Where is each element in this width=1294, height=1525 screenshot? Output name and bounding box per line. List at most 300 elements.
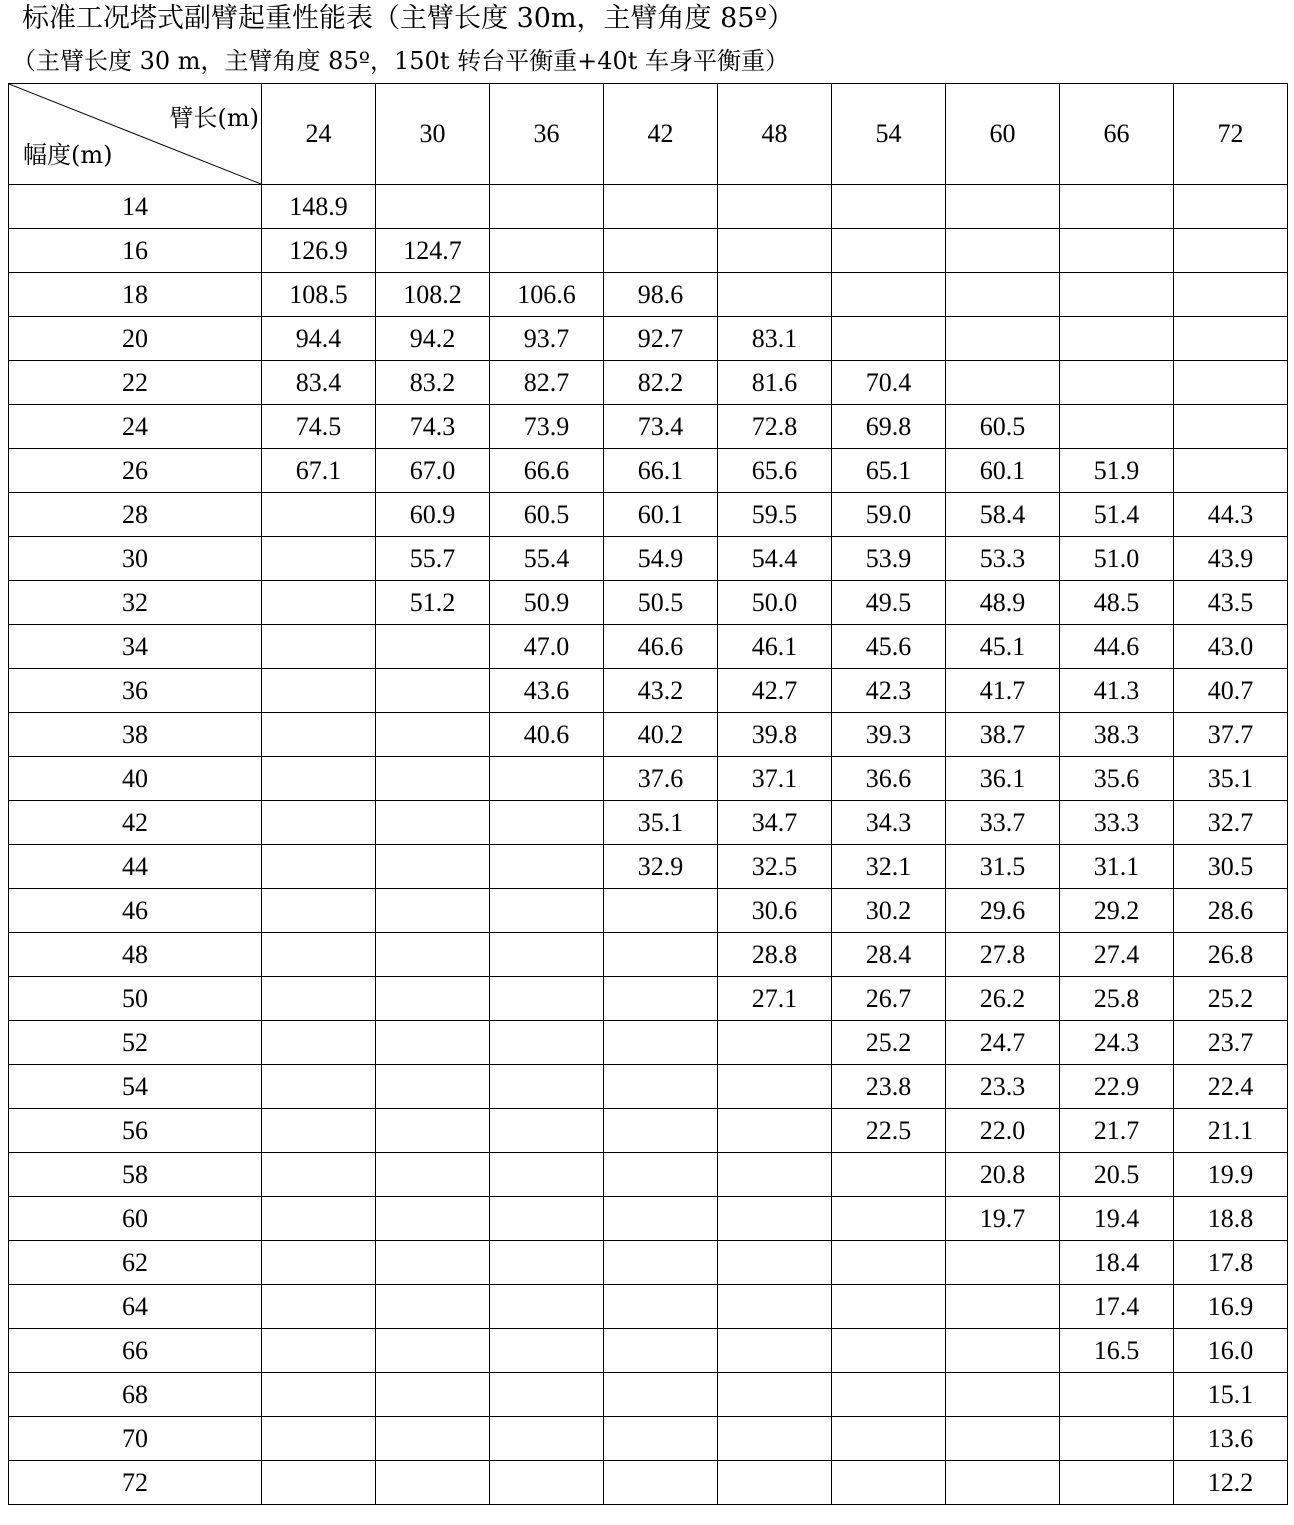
capacity-cell: 31.1	[1060, 845, 1174, 889]
capacity-cell: 13.6	[1174, 1417, 1288, 1461]
capacity-cell: 83.4	[262, 361, 376, 405]
capacity-cell: 72.8	[718, 405, 832, 449]
radius-cell: 20	[9, 317, 262, 361]
radius-cell: 18	[9, 273, 262, 317]
radius-cell: 28	[9, 493, 262, 537]
capacity-cell: 26.7	[832, 977, 946, 1021]
capacity-cell	[718, 229, 832, 273]
capacity-cell: 65.1	[832, 449, 946, 493]
radius-cell: 58	[9, 1153, 262, 1197]
capacity-cell: 32.9	[604, 845, 718, 889]
capacity-cell	[262, 1197, 376, 1241]
capacity-cell: 73.9	[490, 405, 604, 449]
boom-length-header: 30	[376, 84, 490, 185]
capacity-cell: 22.4	[1174, 1065, 1288, 1109]
capacity-cell	[604, 1153, 718, 1197]
capacity-cell	[490, 1373, 604, 1417]
boom-length-header: 36	[490, 84, 604, 185]
capacity-cell: 38.3	[1060, 713, 1174, 757]
capacity-cell: 54.4	[718, 537, 832, 581]
capacity-cell	[262, 1109, 376, 1153]
table-row	[9, 625, 1288, 669]
capacity-cell: 82.2	[604, 361, 718, 405]
boom-length-header: 24	[262, 84, 376, 185]
capacity-cell	[946, 1241, 1060, 1285]
capacity-cell: 18.8	[1174, 1197, 1288, 1241]
capacity-cell	[376, 757, 490, 801]
capacity-cell	[1174, 449, 1288, 493]
capacity-cell	[376, 933, 490, 977]
capacity-cell	[604, 1065, 718, 1109]
capacity-cell	[832, 229, 946, 273]
capacity-cell: 28.8	[718, 933, 832, 977]
capacity-cell: 66.1	[604, 449, 718, 493]
capacity-cell	[604, 889, 718, 933]
capacity-cell: 41.7	[946, 669, 1060, 713]
capacity-cell: 32.5	[718, 845, 832, 889]
capacity-cell	[490, 1417, 604, 1461]
capacity-cell	[262, 581, 376, 625]
capacity-cell	[1174, 405, 1288, 449]
capacity-cell	[262, 1153, 376, 1197]
capacity-cell: 25.2	[1174, 977, 1288, 1021]
capacity-cell	[490, 1197, 604, 1241]
capacity-cell	[1174, 361, 1288, 405]
capacity-cell: 83.1	[718, 317, 832, 361]
capacity-cell: 26.8	[1174, 933, 1288, 977]
table-row	[9, 493, 1288, 537]
capacity-cell: 60.1	[946, 449, 1060, 493]
capacity-cell	[262, 713, 376, 757]
capacity-cell	[490, 1109, 604, 1153]
table-row	[9, 845, 1288, 889]
capacity-cell: 45.1	[946, 625, 1060, 669]
capacity-cell: 45.6	[832, 625, 946, 669]
table-row	[9, 405, 1288, 449]
capacity-cell	[490, 1461, 604, 1505]
capacity-cell	[718, 1153, 832, 1197]
capacity-cell: 94.4	[262, 317, 376, 361]
capacity-cell: 60.9	[376, 493, 490, 537]
capacity-cell: 51.2	[376, 581, 490, 625]
capacity-cell	[604, 1021, 718, 1065]
table-row	[9, 1417, 1288, 1461]
capacity-cell	[832, 1329, 946, 1373]
boom-length-label: 臂长(m)	[169, 104, 259, 132]
capacity-cell	[1060, 317, 1174, 361]
capacity-cell	[832, 1197, 946, 1241]
capacity-cell	[376, 1285, 490, 1329]
radius-cell: 48	[9, 933, 262, 977]
capacity-cell: 22.5	[832, 1109, 946, 1153]
capacity-cell	[718, 1285, 832, 1329]
capacity-cell: 29.6	[946, 889, 1060, 933]
capacity-cell	[376, 1241, 490, 1285]
capacity-cell: 35.6	[1060, 757, 1174, 801]
radius-cell: 60	[9, 1197, 262, 1241]
table-row	[9, 977, 1288, 1021]
capacity-cell	[718, 273, 832, 317]
capacity-cell	[262, 1373, 376, 1417]
capacity-cell	[604, 1329, 718, 1373]
radius-cell: 22	[9, 361, 262, 405]
capacity-cell: 16.9	[1174, 1285, 1288, 1329]
capacity-cell	[262, 1285, 376, 1329]
capacity-cell	[832, 1153, 946, 1197]
capacity-cell	[946, 229, 1060, 273]
capacity-cell	[262, 1065, 376, 1109]
capacity-cell	[376, 1021, 490, 1065]
capacity-cell	[718, 1065, 832, 1109]
table-row	[9, 537, 1288, 581]
load-chart-table	[8, 83, 1288, 1505]
capacity-cell: 21.1	[1174, 1109, 1288, 1153]
capacity-cell	[718, 1461, 832, 1505]
capacity-cell: 82.7	[490, 361, 604, 405]
capacity-cell	[718, 185, 832, 229]
radius-cell: 16	[9, 229, 262, 273]
capacity-cell	[376, 845, 490, 889]
capacity-cell	[832, 1417, 946, 1461]
radius-cell: 24	[9, 405, 262, 449]
capacity-cell: 31.5	[946, 845, 1060, 889]
capacity-cell: 42.3	[832, 669, 946, 713]
capacity-cell	[1060, 185, 1174, 229]
capacity-cell: 21.7	[1060, 1109, 1174, 1153]
capacity-cell: 28.6	[1174, 889, 1288, 933]
capacity-cell: 35.1	[1174, 757, 1288, 801]
table-row	[9, 229, 1288, 273]
capacity-cell: 12.2	[1174, 1461, 1288, 1505]
radius-cell: 70	[9, 1417, 262, 1461]
capacity-cell	[490, 933, 604, 977]
table-row	[9, 1285, 1288, 1329]
table-row	[9, 757, 1288, 801]
capacity-cell: 35.1	[604, 801, 718, 845]
table-row	[9, 1461, 1288, 1505]
table-row	[9, 185, 1288, 229]
capacity-cell	[376, 185, 490, 229]
capacity-cell	[490, 1021, 604, 1065]
capacity-cell	[832, 1241, 946, 1285]
capacity-cell: 26.2	[946, 977, 1060, 1021]
capacity-cell	[376, 713, 490, 757]
capacity-cell: 39.3	[832, 713, 946, 757]
capacity-cell: 51.9	[1060, 449, 1174, 493]
capacity-cell: 17.8	[1174, 1241, 1288, 1285]
table-row	[9, 1065, 1288, 1109]
capacity-cell: 47.0	[490, 625, 604, 669]
capacity-cell	[1060, 1373, 1174, 1417]
capacity-cell: 33.7	[946, 801, 1060, 845]
capacity-cell: 92.7	[604, 317, 718, 361]
radius-cell: 64	[9, 1285, 262, 1329]
capacity-cell	[262, 801, 376, 845]
capacity-cell: 28.4	[832, 933, 946, 977]
capacity-cell: 55.7	[376, 537, 490, 581]
capacity-cell	[946, 1373, 1060, 1417]
capacity-cell	[1060, 229, 1174, 273]
capacity-cell: 30.5	[1174, 845, 1288, 889]
capacity-cell	[718, 1241, 832, 1285]
capacity-cell: 27.1	[718, 977, 832, 1021]
capacity-cell: 23.3	[946, 1065, 1060, 1109]
capacity-cell: 74.3	[376, 405, 490, 449]
capacity-cell	[376, 1109, 490, 1153]
capacity-cell: 81.6	[718, 361, 832, 405]
capacity-cell	[946, 1285, 1060, 1329]
capacity-cell	[262, 1417, 376, 1461]
capacity-cell	[1060, 361, 1174, 405]
capacity-cell	[490, 1241, 604, 1285]
capacity-cell	[718, 1021, 832, 1065]
table-row	[9, 713, 1288, 757]
capacity-cell: 34.7	[718, 801, 832, 845]
capacity-cell: 30.2	[832, 889, 946, 933]
capacity-cell	[376, 889, 490, 933]
capacity-cell: 25.8	[1060, 977, 1174, 1021]
capacity-cell	[604, 1109, 718, 1153]
capacity-cell	[1060, 1417, 1174, 1461]
boom-length-header: 48	[718, 84, 832, 185]
capacity-cell	[604, 977, 718, 1021]
capacity-cell: 43.2	[604, 669, 718, 713]
capacity-cell	[490, 229, 604, 273]
capacity-cell: 93.7	[490, 317, 604, 361]
radius-cell: 36	[9, 669, 262, 713]
capacity-cell: 22.0	[946, 1109, 1060, 1153]
capacity-cell	[1174, 273, 1288, 317]
table-row	[9, 1241, 1288, 1285]
capacity-cell	[1060, 273, 1174, 317]
capacity-cell: 58.4	[946, 493, 1060, 537]
capacity-cell: 25.2	[832, 1021, 946, 1065]
table-row	[9, 1021, 1288, 1065]
capacity-cell	[490, 185, 604, 229]
table-header-row	[9, 84, 1288, 185]
capacity-cell: 53.3	[946, 537, 1060, 581]
capacity-cell	[490, 1285, 604, 1329]
table-row	[9, 1109, 1288, 1153]
capacity-cell	[262, 889, 376, 933]
capacity-cell	[376, 977, 490, 1021]
capacity-cell: 23.7	[1174, 1021, 1288, 1065]
capacity-cell: 16.5	[1060, 1329, 1174, 1373]
capacity-cell: 20.8	[946, 1153, 1060, 1197]
capacity-cell: 60.5	[946, 405, 1060, 449]
capacity-cell	[604, 1373, 718, 1417]
capacity-cell: 23.8	[832, 1065, 946, 1109]
capacity-cell	[376, 1417, 490, 1461]
capacity-cell: 20.5	[1060, 1153, 1174, 1197]
table-row	[9, 669, 1288, 713]
capacity-cell	[262, 1329, 376, 1373]
capacity-cell: 60.5	[490, 493, 604, 537]
capacity-cell: 29.2	[1060, 889, 1174, 933]
capacity-cell: 46.6	[604, 625, 718, 669]
capacity-cell: 36.6	[832, 757, 946, 801]
radius-cell: 26	[9, 449, 262, 493]
capacity-cell	[604, 1241, 718, 1285]
table-row	[9, 1373, 1288, 1417]
capacity-cell: 108.2	[376, 273, 490, 317]
radius-cell: 46	[9, 889, 262, 933]
capacity-cell: 16.0	[1174, 1329, 1288, 1373]
table-row	[9, 449, 1288, 493]
capacity-cell: 94.2	[376, 317, 490, 361]
capacity-cell	[376, 1197, 490, 1241]
capacity-cell	[946, 1417, 1060, 1461]
capacity-cell	[376, 801, 490, 845]
capacity-cell: 19.7	[946, 1197, 1060, 1241]
capacity-cell: 55.4	[490, 537, 604, 581]
capacity-cell	[262, 537, 376, 581]
capacity-cell	[262, 1241, 376, 1285]
capacity-cell: 43.0	[1174, 625, 1288, 669]
radius-cell: 68	[9, 1373, 262, 1417]
boom-length-header: 66	[1060, 84, 1174, 185]
capacity-cell	[946, 185, 1060, 229]
capacity-cell	[490, 1065, 604, 1109]
capacity-cell: 42.7	[718, 669, 832, 713]
capacity-cell: 18.4	[1060, 1241, 1174, 1285]
capacity-cell	[262, 1021, 376, 1065]
boom-length-header: 54	[832, 84, 946, 185]
boom-length-header: 42	[604, 84, 718, 185]
capacity-cell: 83.2	[376, 361, 490, 405]
capacity-cell: 37.7	[1174, 713, 1288, 757]
capacity-cell: 51.0	[1060, 537, 1174, 581]
capacity-cell	[490, 757, 604, 801]
capacity-cell: 15.1	[1174, 1373, 1288, 1417]
radius-cell: 66	[9, 1329, 262, 1373]
radius-cell: 50	[9, 977, 262, 1021]
capacity-cell: 22.9	[1060, 1065, 1174, 1109]
capacity-cell: 17.4	[1060, 1285, 1174, 1329]
capacity-cell	[604, 933, 718, 977]
capacity-cell: 48.9	[946, 581, 1060, 625]
radius-cell: 44	[9, 845, 262, 889]
table-row	[9, 1197, 1288, 1241]
capacity-cell: 37.1	[718, 757, 832, 801]
capacity-cell: 53.9	[832, 537, 946, 581]
table-row	[9, 317, 1288, 361]
capacity-cell: 33.3	[1060, 801, 1174, 845]
capacity-cell: 60.1	[604, 493, 718, 537]
capacity-cell	[604, 1285, 718, 1329]
capacity-cell	[490, 845, 604, 889]
capacity-cell	[832, 1285, 946, 1329]
capacity-cell	[718, 1373, 832, 1417]
capacity-cell: 44.6	[1060, 625, 1174, 669]
capacity-cell	[376, 625, 490, 669]
capacity-cell	[262, 845, 376, 889]
radius-cell: 72	[9, 1461, 262, 1505]
capacity-cell: 24.7	[946, 1021, 1060, 1065]
radius-label: 幅度(m)	[23, 141, 113, 169]
capacity-cell	[262, 757, 376, 801]
capacity-cell	[946, 361, 1060, 405]
table-row	[9, 801, 1288, 845]
capacity-cell: 67.1	[262, 449, 376, 493]
capacity-cell	[262, 1461, 376, 1505]
capacity-cell	[376, 1065, 490, 1109]
capacity-cell	[946, 273, 1060, 317]
capacity-cell	[718, 1197, 832, 1241]
capacity-cell: 43.9	[1174, 537, 1288, 581]
table-row	[9, 889, 1288, 933]
capacity-cell: 66.6	[490, 449, 604, 493]
capacity-cell: 67.0	[376, 449, 490, 493]
radius-cell: 54	[9, 1065, 262, 1109]
capacity-cell	[376, 1329, 490, 1373]
capacity-cell: 124.7	[376, 229, 490, 273]
capacity-cell	[262, 493, 376, 537]
capacity-cell: 24.3	[1060, 1021, 1174, 1065]
capacity-cell	[1060, 405, 1174, 449]
capacity-cell	[376, 669, 490, 713]
table-row	[9, 361, 1288, 405]
capacity-cell	[832, 185, 946, 229]
capacity-cell: 32.7	[1174, 801, 1288, 845]
capacity-cell: 41.3	[1060, 669, 1174, 713]
capacity-cell	[946, 317, 1060, 361]
capacity-cell: 59.0	[832, 493, 946, 537]
capacity-cell	[718, 1329, 832, 1373]
capacity-cell: 36.1	[946, 757, 1060, 801]
capacity-cell	[1174, 229, 1288, 273]
capacity-cell	[832, 317, 946, 361]
capacity-cell: 69.8	[832, 405, 946, 449]
table-row	[9, 273, 1288, 317]
page-subtitle: （主臂长度 30 m，主臂角度 85º，150t 转台平衡重+40t 车身平衡重）	[12, 47, 790, 75]
table-row	[9, 933, 1288, 977]
capacity-cell: 50.5	[604, 581, 718, 625]
capacity-cell: 32.1	[832, 845, 946, 889]
capacity-cell	[604, 1417, 718, 1461]
radius-cell: 32	[9, 581, 262, 625]
capacity-cell: 46.1	[718, 625, 832, 669]
capacity-cell	[832, 1461, 946, 1505]
capacity-cell: 48.5	[1060, 581, 1174, 625]
capacity-cell: 108.5	[262, 273, 376, 317]
capacity-cell	[832, 273, 946, 317]
table-row	[9, 581, 1288, 625]
capacity-cell: 19.9	[1174, 1153, 1288, 1197]
capacity-cell: 106.6	[490, 273, 604, 317]
capacity-cell	[376, 1153, 490, 1197]
capacity-cell: 98.6	[604, 273, 718, 317]
capacity-cell: 30.6	[718, 889, 832, 933]
radius-cell: 38	[9, 713, 262, 757]
capacity-cell: 39.8	[718, 713, 832, 757]
capacity-cell: 27.4	[1060, 933, 1174, 977]
capacity-cell	[490, 801, 604, 845]
capacity-cell	[718, 1109, 832, 1153]
capacity-cell	[376, 1461, 490, 1505]
capacity-cell	[946, 1329, 1060, 1373]
capacity-cell	[262, 933, 376, 977]
capacity-cell: 43.6	[490, 669, 604, 713]
capacity-cell: 126.9	[262, 229, 376, 273]
capacity-cell: 40.2	[604, 713, 718, 757]
boom-length-header: 60	[946, 84, 1060, 185]
radius-cell: 34	[9, 625, 262, 669]
radius-cell: 42	[9, 801, 262, 845]
corner-header-cell	[9, 84, 262, 185]
capacity-cell	[262, 625, 376, 669]
capacity-cell	[490, 977, 604, 1021]
